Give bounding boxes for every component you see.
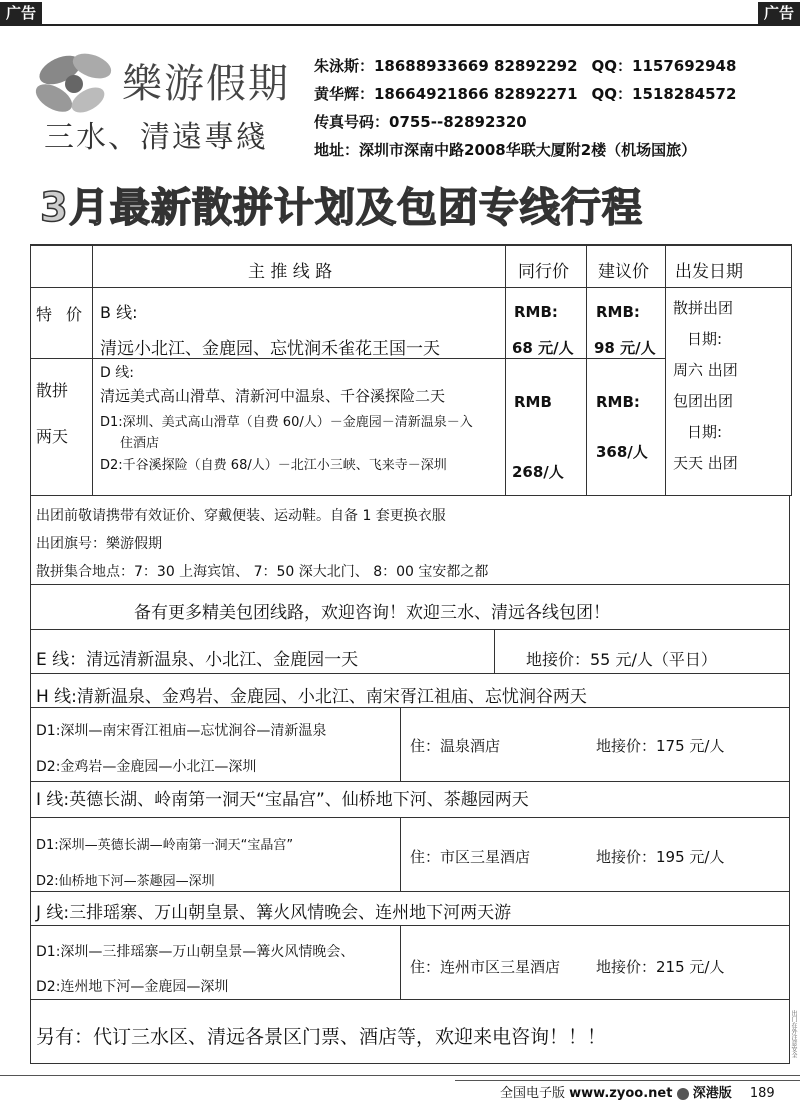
footer-page-number: 189 [749,1086,775,1100]
special-suggest-price: 98 元/人 [594,339,656,357]
special-desc: 清远小北江、金鹿园、忘忧涧禾雀花王国一天 [100,339,440,359]
contact-phone-2: 黄华辉：18664921866 82892271 [314,85,578,103]
table-border [400,818,401,892]
note-line: 出团旗号：樂游假期 [36,536,162,552]
e-line-name: E 线：清远清新温泉、小北江、金鹿园一天 [36,650,359,670]
contact-row [314,52,794,80]
special-tag: 特 [36,305,53,324]
table-border [400,926,401,1000]
contact-phone-1: 朱泳斯：18688933669 82892292 [314,57,578,75]
contact-fax: 传真号码：0755--82892320 [314,113,527,131]
table-border [30,244,792,246]
logo-subtitle: 三水、清遠專綫 [44,120,268,155]
page-headline: 3月最新散拼计划及包团专线行程 [40,185,643,231]
side-note: 出门在外注意安全 [790,1010,797,1058]
sanpin-tag: 散拼 [36,381,69,400]
h-line-day1: D1:深圳—南宋胥江祖庙—忘忧涧谷—清新温泉 [36,723,327,739]
table-border [92,244,93,496]
footer-logo-icon [677,1088,689,1100]
departure-line: 包团出团 [673,392,734,410]
contact-row [314,80,794,108]
footer-edition: 全国电子版 [500,1086,566,1100]
departure-line: 天天 出团 [673,454,738,472]
page-footer [500,1082,775,1100]
table-border [494,630,495,674]
sanpin-desc: 清远美式高山滑草、清新河中温泉、千谷溪探险二天 [100,387,446,405]
logo [30,46,290,156]
h-line-day2: D2:金鸡岩—金鹿园—小北江—深圳 [36,759,257,775]
sanpin-tag: 两天 [36,427,69,446]
h-line-title: H 线:清新温泉、金鸡岩、金鹿园、小北江、南宋胥江祖庙、忘忧涧谷两天 [36,687,587,707]
ad-label-left: 广告 [0,2,42,24]
special-tag: 价 [66,305,83,324]
sanpin-day1: D1:深圳、美式高山滑草（自费 60/人）－金鹿园－清新温泉－入 [100,415,473,430]
i-line-day1: D1:深圳—英德长湖—岭南第一洞天“宝晶宫” [36,838,294,853]
sanpin-peer-price: RMB [514,393,552,411]
special-suggest-price: RMB: [596,303,640,321]
j-line-title: J 线:三排瑶寨、万山朝皇景、篝火风情晚会、连州地下河两天游 [36,903,512,923]
i-line-stay: 住：市区三星酒店 [410,848,531,866]
departure-line: 散拼出团 [673,299,734,317]
j-line-day1: D1:深圳—三排瑶寨—万山朝皇景—篝火风情晚会、 [36,944,355,960]
h-line-stay: 住：温泉酒店 [410,737,501,755]
table-border [505,244,506,496]
footer-rule [455,1080,800,1081]
sanpin-suggest-price: 368/人 [596,443,648,461]
table-border [586,244,587,496]
special-peer-price: RMB: [514,303,558,321]
table-border [30,244,31,496]
departure-line: 日期: [687,330,723,348]
e-line-price: 地接价：55 元/人（平日） [526,650,717,669]
contact-block [314,52,794,164]
contact-address: 地址：深圳市深南中路2008华联大厦附2楼（机场国旅） [314,141,697,159]
departure-line: 周六 出团 [673,361,738,379]
note-line: 散拼集合地点：7：30 上海宾馆、 7：50 深大北门、 8：00 宝安都之都 [36,564,489,580]
i-line-price: 地接价：195 元/人 [596,848,725,866]
special-peer-price: 68 元/人 [512,339,574,357]
logo-name: 樂游假期 [122,61,290,107]
header-departure: 出发日期 [675,262,743,282]
i-line-title: I 线:英德长湖、岭南第一洞天“宝晶宫”、仙桥地下河、茶趣园两天 [36,790,529,810]
table-border [665,244,666,496]
header-route: 主 推 线 路 [248,262,333,282]
sanpin-suggest-price: RMB: [596,393,640,411]
header-peer-price: 同行价 [518,262,569,282]
special-line-name: B 线: [100,303,138,322]
sanpin-peer-price: 268/人 [512,463,564,481]
table-border [400,708,401,782]
footer-region: 深港版 [692,1086,732,1100]
table-border [30,287,792,288]
h-line-price: 地接价：175 元/人 [596,737,725,755]
contact-qq-2: QQ：1518284572 [591,85,737,103]
table-border [791,244,792,496]
sanpin-day1-stay: 住酒店 [120,436,160,451]
also-text: 另有：代订三水区、清远各景区门票、酒店等，欢迎来电咨询！！！ [36,1026,607,1048]
j-line-stay: 住：连州市区三星酒店 [410,958,561,976]
j-line-price: 地接价：215 元/人 [596,958,725,976]
j-line-day2: D2:连州地下河—金鹿园—深圳 [36,979,229,995]
departure-line: 日期: [687,423,723,441]
ad-label-right: 广告 [758,2,800,24]
footer-site[interactable]: www.zyoo.net [569,1086,673,1100]
note-line: 出团前敬请携带有效证价、穿戴便装、运动鞋。自备 1 套更换衣服 [36,508,446,524]
header-suggest-price: 建议价 [598,262,649,282]
sanpin-line-name: D 线: [100,365,134,381]
contact-qq-1: QQ：1157692948 [591,57,737,75]
i-line-day2: D2:仙桥地下河—茶趣园—深圳 [36,874,215,889]
more-routes-text: 备有更多精美包团线路，欢迎咨询！欢迎三水、清远各线包团！ [134,603,610,623]
sanpin-day2: D2:千谷溪探险（自费 68/人）－北江小三峡、飞来寺－深圳 [100,458,447,473]
